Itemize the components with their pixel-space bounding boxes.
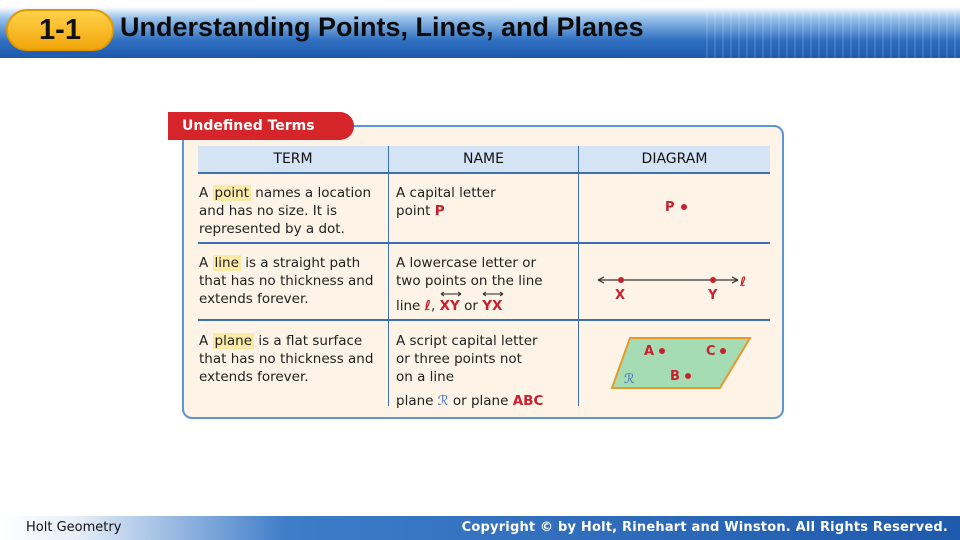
plane-point-b bbox=[685, 373, 691, 379]
diagram-point bbox=[580, 174, 770, 242]
label-plane-r: ℛ bbox=[624, 372, 635, 387]
term-text: that has no thickness and bbox=[199, 273, 374, 289]
name-text: , bbox=[431, 298, 436, 314]
name-text: plane bbox=[396, 393, 434, 409]
plane-point-c bbox=[720, 348, 726, 354]
term-text: extends forever. bbox=[199, 291, 309, 307]
column-header-diagram: DIAGRAM bbox=[579, 146, 770, 172]
name-text: on a line bbox=[396, 369, 455, 385]
line-point-x bbox=[618, 277, 624, 283]
point-label: P bbox=[665, 200, 675, 215]
name-symbol: P bbox=[434, 203, 445, 219]
name-symbol: ABC bbox=[512, 393, 544, 409]
name-symbol-line-yx bbox=[482, 298, 502, 314]
term-cell-plane bbox=[199, 332, 385, 386]
name-text: two points on the line bbox=[396, 273, 543, 289]
term-text: names a location bbox=[255, 185, 372, 201]
term-highlight-line: line bbox=[214, 255, 239, 271]
table-rule bbox=[198, 319, 770, 321]
point-dot bbox=[681, 204, 687, 210]
table-divider bbox=[388, 146, 389, 406]
line-arrow-icon bbox=[482, 291, 504, 297]
header-decoration bbox=[700, 0, 960, 58]
footer-bar bbox=[0, 516, 960, 540]
term-text: and has no size. It is bbox=[199, 203, 338, 219]
term-text: represented by a dot. bbox=[199, 221, 345, 237]
term-highlight-point: point bbox=[214, 185, 249, 201]
plane-point-a bbox=[659, 348, 665, 354]
line-point-y bbox=[710, 277, 716, 283]
table-divider bbox=[578, 146, 579, 406]
card-title-tab: Undefined Terms bbox=[168, 112, 354, 140]
name-symbol-text: YX bbox=[482, 298, 503, 314]
name-text: A capital letter bbox=[396, 185, 496, 201]
footer-copyright: Copyright © by Holt, Rinehart and Winston. All Rights Reserved. bbox=[461, 520, 948, 535]
label-x: X bbox=[615, 288, 626, 303]
name-symbol-script-r: ℛ bbox=[437, 393, 449, 409]
name-cell-line bbox=[396, 254, 576, 315]
term-text: A bbox=[199, 333, 209, 349]
name-cell-plane bbox=[396, 332, 576, 410]
name-text: A lowercase letter or bbox=[396, 255, 537, 271]
term-text: is a straight path bbox=[245, 255, 361, 271]
column-header-name: NAME bbox=[389, 146, 578, 172]
name-text: or plane bbox=[452, 393, 509, 409]
term-text: A bbox=[199, 185, 209, 201]
label-y: Y bbox=[708, 288, 718, 303]
diagram-plane bbox=[580, 322, 770, 402]
term-text: extends forever. bbox=[199, 369, 309, 385]
name-symbol-line-xy bbox=[440, 298, 460, 314]
footer-book-title: Holt Geometry bbox=[26, 520, 122, 535]
term-text: A bbox=[199, 255, 209, 271]
label-c: C bbox=[706, 344, 716, 359]
name-text: A script capital letter bbox=[396, 333, 538, 349]
term-cell-line bbox=[199, 254, 385, 308]
term-text: that has no thickness and bbox=[199, 351, 374, 367]
label-line-l: ℓ bbox=[740, 275, 747, 290]
diagram-line bbox=[580, 244, 770, 319]
term-highlight-plane: plane bbox=[214, 333, 253, 349]
label-a: A bbox=[644, 344, 655, 359]
column-header-term: TERM bbox=[198, 146, 388, 172]
name-symbol-text: XY bbox=[439, 298, 460, 314]
term-cell-point bbox=[199, 184, 385, 238]
page-title: Understanding Points, Lines, and Planes bbox=[120, 12, 644, 42]
name-text: point bbox=[396, 203, 431, 219]
name-text: or bbox=[464, 298, 478, 314]
label-b: B bbox=[670, 369, 680, 384]
name-symbol: ℓ bbox=[424, 298, 432, 314]
name-text: or three points not bbox=[396, 351, 522, 367]
line-arrow-icon bbox=[440, 291, 462, 297]
lesson-number-badge: 1-1 bbox=[6, 9, 114, 51]
name-cell-point bbox=[396, 184, 576, 220]
term-text: is a flat surface bbox=[258, 333, 363, 349]
name-text: line bbox=[396, 298, 421, 314]
